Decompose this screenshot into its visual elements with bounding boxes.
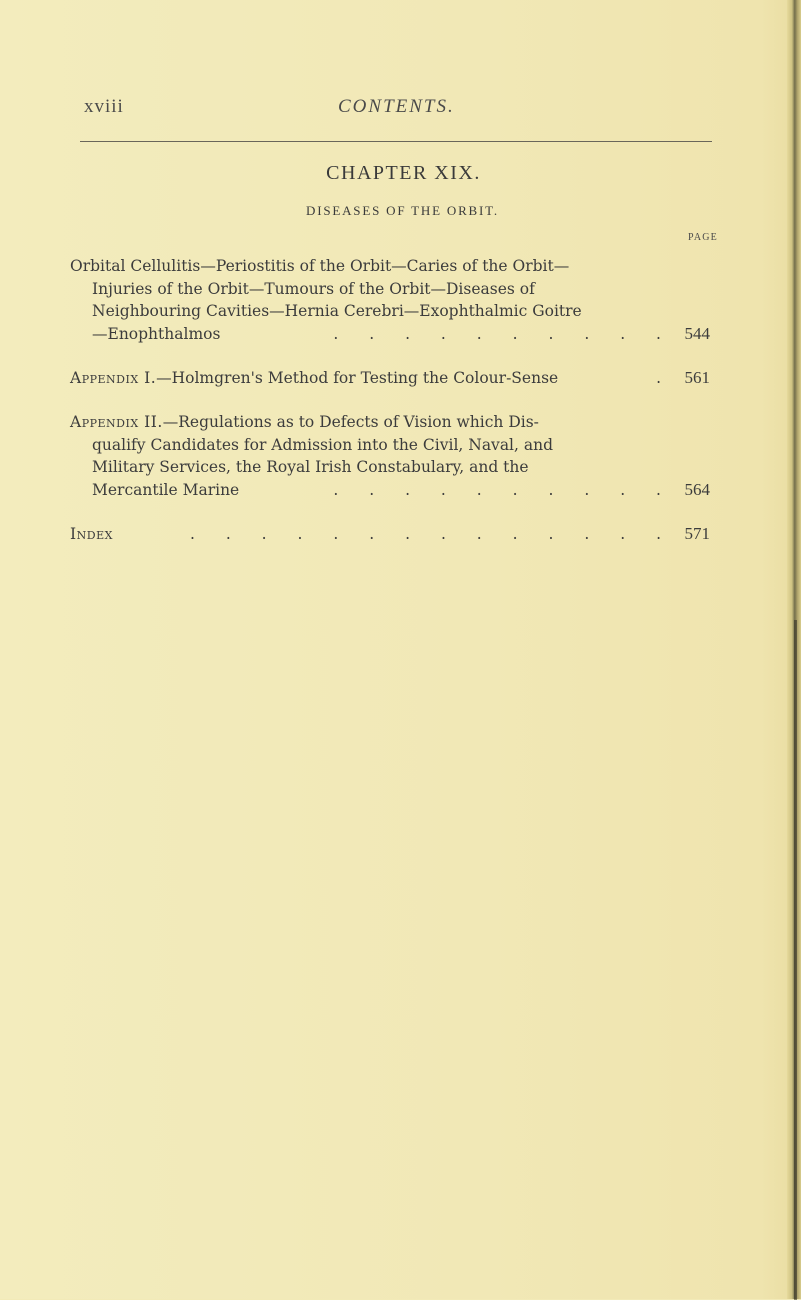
entry-text-line: Mercantile Marine xyxy=(92,480,240,499)
dot-leader: . . . . . . . . . . . . . . xyxy=(189,525,674,543)
folio-number: xviii xyxy=(84,96,124,117)
entry-prefix: Appendix II. xyxy=(70,413,163,431)
entry-page-number: 561 xyxy=(684,368,710,387)
entry-text-line: —Holmgren's Method for Testing the Colour-Sense xyxy=(156,369,559,387)
chapter-subtitle: DISEASES OF THE ORBIT. xyxy=(306,203,499,218)
entry-text-line: Orbital Cellulitis—Periostitis of the Orbit—Caries of the Orbit— xyxy=(70,257,570,275)
entry-page-number: 544 xyxy=(684,323,710,343)
entry-text-line: Military Services, the Royal Irish Constabulary, and the xyxy=(92,458,529,476)
dot-leader: . xyxy=(656,369,674,387)
entry-text-line: —Enophthalmos xyxy=(92,324,221,343)
running-title: CONTENTS. xyxy=(338,96,455,117)
entry-prefix: Index xyxy=(70,525,113,543)
dot-leader: . . . . . . . . . . xyxy=(333,480,674,499)
toc-entry-appendix-ii[interactable] xyxy=(70,411,710,501)
entry-prefix: Appendix I. xyxy=(70,369,157,387)
dot-leader: . . . . . . . . . . xyxy=(333,324,674,343)
entry-page-number: 571 xyxy=(684,524,710,543)
toc-entry-appendix-i[interactable] xyxy=(70,367,710,390)
entry-text-line: Neighbouring Cavities—Hernia Cerebri—Exophthalmic Goitre xyxy=(92,302,582,320)
entry-text-line: Injuries of the Orbit—Tumours of the Orbit—Diseases of xyxy=(92,279,535,298)
page-header xyxy=(84,96,714,122)
entry-text-line: qualify Candidates for Admission into the Civil, Naval, and xyxy=(92,435,554,454)
page-column-label: PAGE xyxy=(688,232,718,243)
binding-line xyxy=(794,620,797,1300)
toc-entry-index[interactable] xyxy=(70,523,710,546)
chapter-title: CHAPTER XIX. xyxy=(326,162,481,184)
entry-text-line: —Regulations as to Defects of Vision which Dis- xyxy=(162,413,539,431)
header-rule xyxy=(80,141,712,142)
entry-page-number: 564 xyxy=(684,479,710,499)
toc-entry-orbital-diseases[interactable] xyxy=(70,255,710,345)
